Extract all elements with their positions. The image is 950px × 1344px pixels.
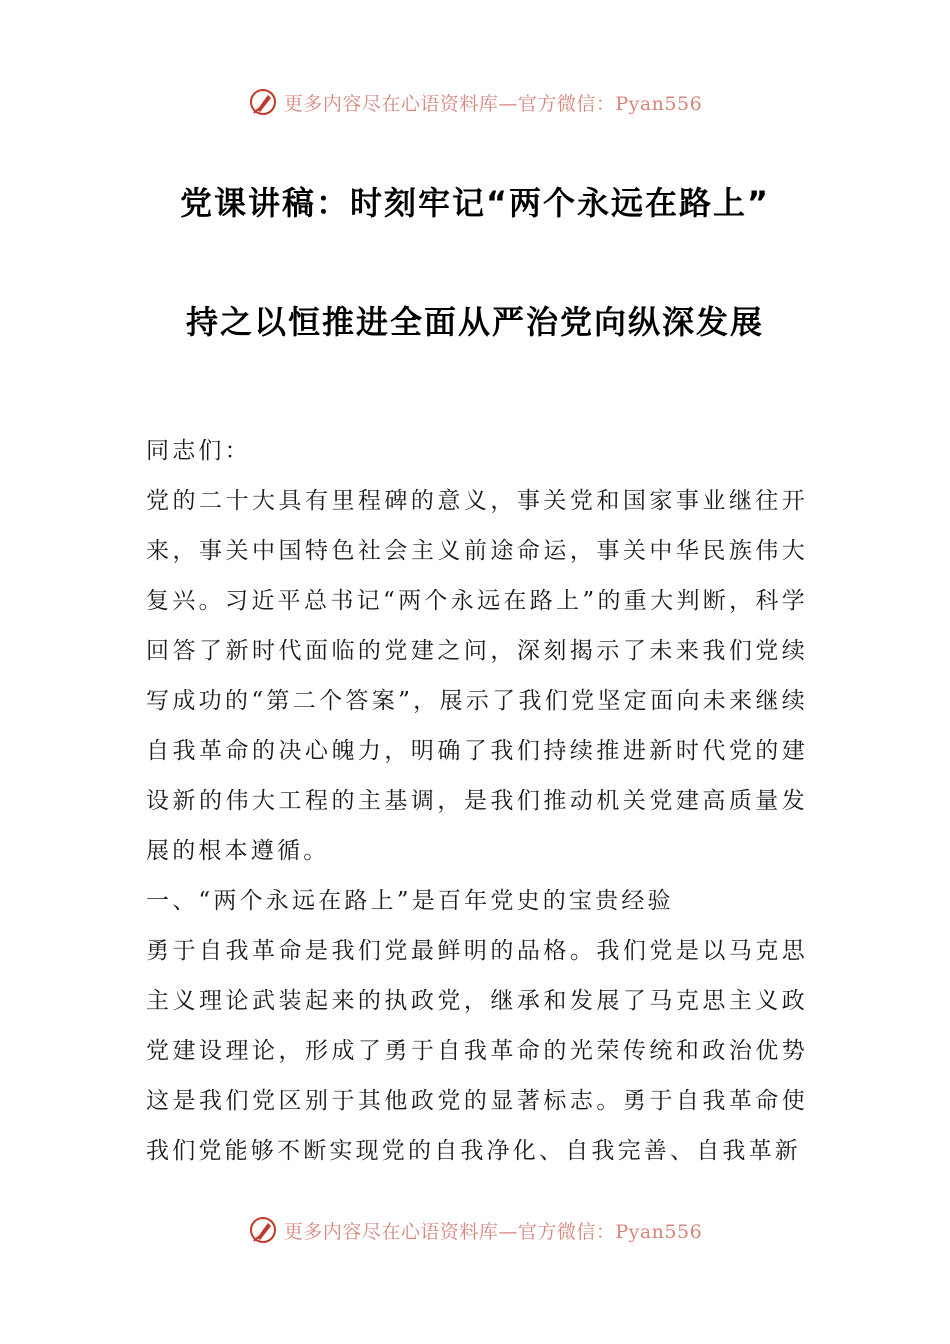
paragraph-intro: 党的二十大具有里程碑的意义，事关党和国家事业继往开来，事关中国特色社会主义前途命运，事关中华民族伟大复兴。习近平总书记“两个永远在路上”的重大判断，科学回答了新时代面临的党建之问，深刻揭示了未来我们党续写成功的“第二个答案”，展示了我们党坚定面向未来继续自我革命的决心魄力，明确了我们持续推进新时代党的建设新的伟大工程的主基调，是我们推动机关党建高质量发展的根本遵循。: [146, 488, 808, 864]
greeting: 同志们：: [146, 438, 251, 464]
section-heading-1: 一、“两个永远在路上”是百年党史的宝贵经验: [146, 888, 674, 914]
document-title-line-1: 党课讲稿：时刻牢记“两个永远在路上”: [179, 184, 771, 222]
footer-watermark: [0, 1210, 950, 1250]
pen-nib-logo-icon: [248, 87, 278, 117]
pen-nib-logo-icon: [248, 1215, 278, 1245]
header-watermark: [0, 82, 950, 122]
watermark-text: 更多内容尽在心语资料库—官方微信：Pyan556: [283, 92, 703, 115]
paragraph-section-1: 勇于自我革命是我们党最鲜明的品格。我们党是以马克思主义理论武装起来的执政党，继承和发展了马克思主义政党建设理论，形成了勇于自我革命的光荣传统和政治优势这是我们党区别于其他政党的显著标志。勇于自我革命使我们党能够不断实现党的自我净化、自我完善、自我革新: [146, 938, 808, 1164]
watermark-text: 更多内容尽在心语资料库—官方微信：Pyan556: [283, 1220, 703, 1243]
document-title-line-2: 持之以恒推进全面从严治党向纵深发展: [185, 303, 764, 341]
document-body: [146, 426, 808, 1176]
